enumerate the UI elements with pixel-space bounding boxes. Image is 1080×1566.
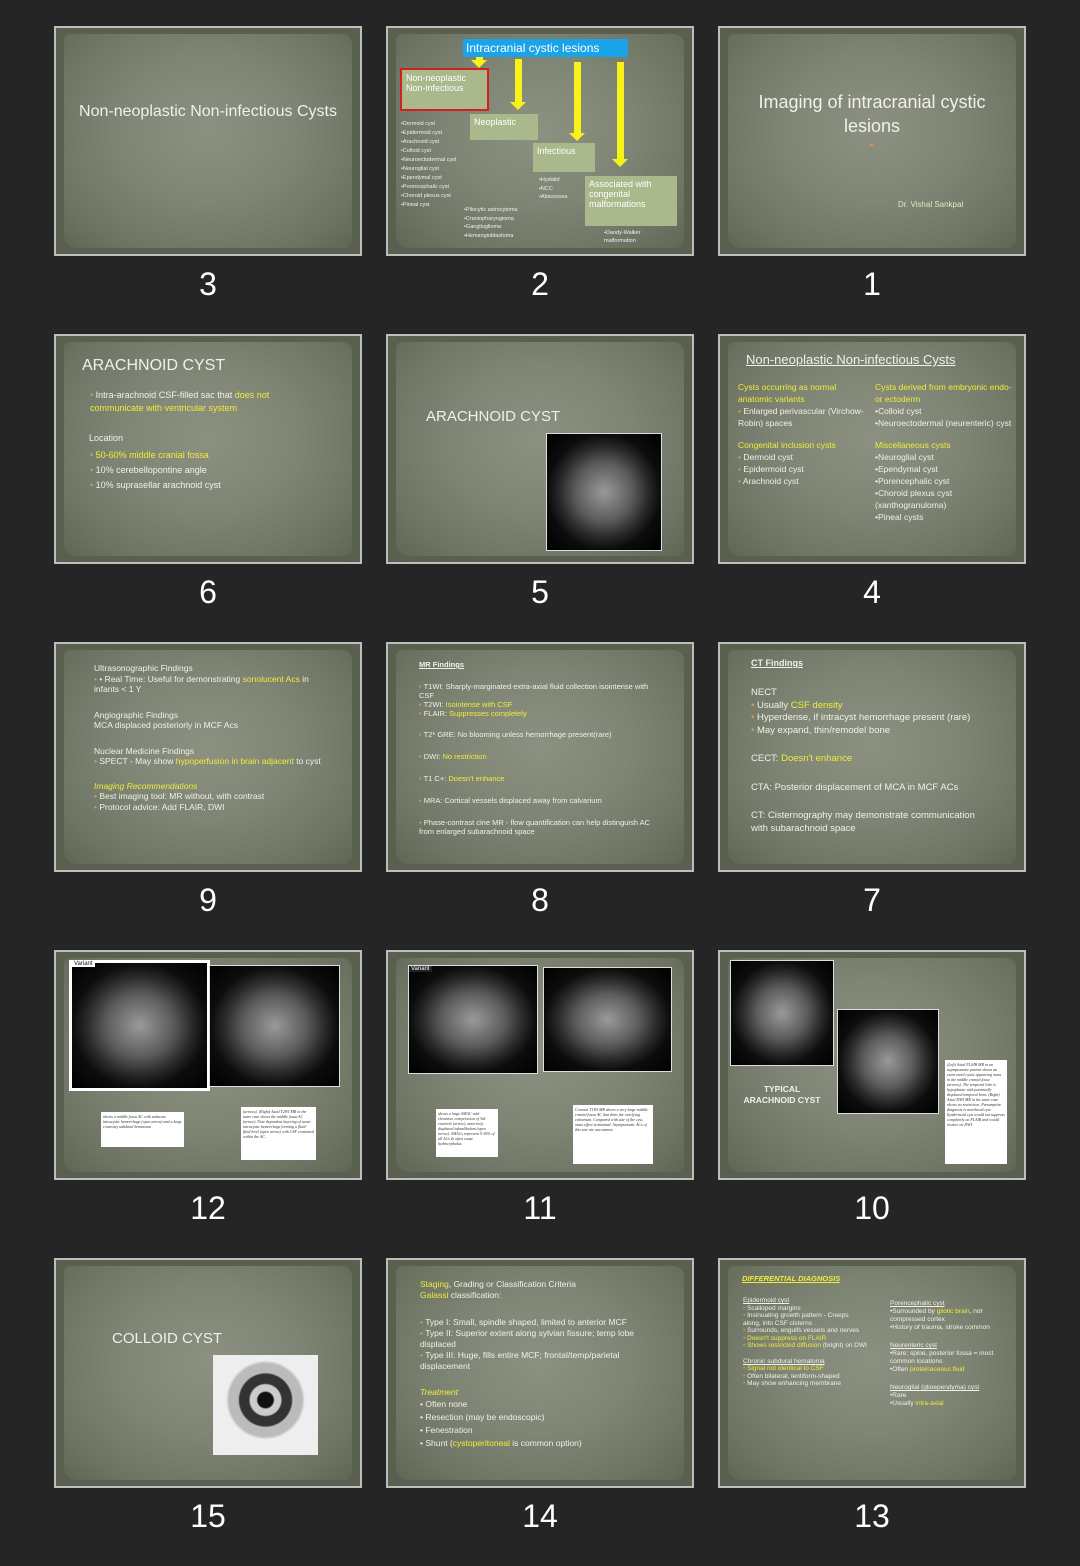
list-item: • Surrounds, engulfs vessels and nerves <box>743 1327 868 1335</box>
image-caption: shows a large SMAC with elevation, compression of 3rd ventricle (arrow), anteriorly displaced infundibulum (open arrow). SMACs represent 5-10% of all ACs & often cause hydrocephalus. <box>436 1109 498 1157</box>
section-heading: Ultrasonographic Findings <box>94 663 193 673</box>
text: CECT: <box>751 753 782 764</box>
slide-cell-10 <box>718 950 1026 1258</box>
slide-thumbnail-11[interactable] <box>386 950 694 1180</box>
highlight: Galassi <box>420 1290 449 1300</box>
highlight: Suppresses completely <box>449 709 527 718</box>
section-heading: Cysts occurring as normal anatomic variants <box>738 382 837 404</box>
text: classification: <box>448 1290 502 1300</box>
text: T1 C+: <box>423 774 449 783</box>
text: , Grading or Classification Criteria <box>448 1279 576 1289</box>
slide-title: Non-neoplastic Non-infectious Cysts <box>746 352 956 367</box>
left-column <box>743 1297 868 1388</box>
location-list <box>90 448 221 493</box>
slide-thumbnail-5[interactable] <box>386 334 694 564</box>
section-heading: Chronic subdural hematoma <box>743 1357 825 1365</box>
highlight: CSF density <box>790 699 843 711</box>
list-item: • Arachnoid cyst <box>738 475 868 487</box>
highlight: Shows restricted diffusion <box>747 1342 822 1349</box>
slide-title: Non-neoplastic Non-infectious Cysts <box>79 103 337 120</box>
text: in infants < 1 Y <box>94 673 309 694</box>
cect-line <box>751 753 986 766</box>
text: T2WI: <box>423 700 446 709</box>
list-item: • May show enhancing membrane <box>743 1380 868 1388</box>
text: FLAIR: <box>423 709 450 718</box>
section-heading: Treatment <box>420 1387 459 1397</box>
highlight: does not communicate with ventricular system <box>90 390 270 413</box>
list-item <box>890 1400 1010 1408</box>
list-item: • T2* GRE: No blooming unless hemorrhage present(rare) <box>419 730 664 739</box>
list-item: • Scalloped margins <box>743 1305 868 1313</box>
highlight: cystoperitoneal <box>452 1438 510 1448</box>
mri-axial-image <box>209 965 340 1087</box>
congenital-list: •Dandy-Walker malformation <box>604 230 641 244</box>
arrow-icon <box>617 62 624 160</box>
slide-cell-2 <box>386 26 694 334</box>
slide-cell-9 <box>54 642 362 950</box>
highlight: Doesn't enhance <box>781 753 853 764</box>
slide-thumbnail-8[interactable] <box>386 642 694 872</box>
list-item: • Hyperdense, if intracyst hemorrhage present (rare) <box>751 712 986 725</box>
slide-number: 3 <box>199 266 217 302</box>
slide-number: 7 <box>863 882 881 918</box>
list-item: MCA displaced posteriorly in MCF Acs <box>94 720 239 730</box>
list-item: •Choroid plexus cyst (xanthogranuloma) <box>875 488 953 510</box>
category-neoplastic: Neoplastic <box>470 114 538 140</box>
list-item: •Pilocytic astrocytoma <box>464 207 518 213</box>
mri-coronal-image <box>543 967 672 1072</box>
list-item <box>751 700 986 713</box>
slide-thumbnail-4[interactable] <box>718 334 1026 564</box>
list-item: •Porencephalic cyst <box>401 184 450 190</box>
neoplastic-list <box>464 206 534 240</box>
list-item <box>890 1366 1010 1374</box>
slide-cell-3 <box>54 26 362 334</box>
slide-number: 13 <box>854 1498 890 1534</box>
slide-thumbnail-2[interactable] <box>386 26 694 256</box>
slide-thumbnail-12[interactable] <box>54 950 362 1180</box>
list-item: •Craniopharyngioma <box>464 215 514 222</box>
slide-number: 5 <box>531 574 549 610</box>
slide-number: 12 <box>190 1190 226 1226</box>
category-infectious: Infectious <box>533 143 595 172</box>
list-item: • Epidermoid cyst <box>738 463 868 475</box>
list-item <box>94 756 334 767</box>
list-item: •Ependymal cyst <box>401 175 442 181</box>
list-item: •Hemangioblastoma <box>464 232 514 239</box>
text: Intra-arachnoid CSF-filled sac that <box>95 390 235 400</box>
text: • Real Time: Useful for demonstrating <box>99 673 243 684</box>
mri-sagittal-image <box>69 960 210 1091</box>
list-item: •Ganglioglioma <box>464 224 502 230</box>
list-item: • 10% suprasellar arachnoid cyst <box>90 478 221 493</box>
slide-number: 15 <box>190 1498 226 1534</box>
mr-content <box>419 682 664 836</box>
slide-title: MR Findings <box>419 660 464 669</box>
slide-thumbnail-13[interactable] <box>718 1258 1026 1488</box>
text: SPECT - May show <box>99 756 176 766</box>
slide-thumbnail-3[interactable] <box>54 26 362 256</box>
section-heading: Congenital inclusion cysts <box>738 440 836 450</box>
text: DWI: <box>423 752 443 761</box>
text: • Shunt ( <box>420 1438 453 1448</box>
slide-sorter-grid <box>54 26 1026 1566</box>
staging-content <box>420 1279 670 1450</box>
section-heading: NECT <box>751 687 777 698</box>
slide-number: 2 <box>531 266 549 302</box>
slide-number: 9 <box>199 882 217 918</box>
mri-sagittal-image <box>408 965 538 1074</box>
list-item: • Enlarged perivascular (Virchow-Robin) spaces <box>738 405 868 429</box>
variant-label: Variant <box>411 966 430 972</box>
list-item: •Rare <box>890 1392 907 1399</box>
highlight: proteinaceous fluid <box>909 1366 965 1373</box>
left-column <box>738 381 868 487</box>
right-column <box>875 381 1015 523</box>
text: , not compressed cortex <box>890 1308 983 1323</box>
list-item <box>420 1437 670 1450</box>
slide-cell-11 <box>386 950 694 1258</box>
list-item: •Colloid cyst <box>401 148 432 154</box>
section-heading: Epidermoid cyst <box>743 1297 790 1304</box>
list-item <box>890 1308 1010 1324</box>
findings-content <box>94 663 334 812</box>
section-heading: Angiographic Findings <box>94 709 179 720</box>
mri-flair-image <box>730 960 834 1066</box>
text: •Usually <box>890 1400 916 1407</box>
text: •Often <box>890 1366 910 1373</box>
list-item <box>743 1342 868 1350</box>
slide-cell-15 <box>54 1258 362 1566</box>
list-item: •Neuroglial cyst <box>875 452 934 462</box>
list-item: • 50-60% middle cranial fossa <box>90 448 221 463</box>
section-heading: Cysts derived from embryonic endo- or ectoderm <box>875 382 1012 404</box>
list-item <box>94 674 334 695</box>
slide-cell-4 <box>718 334 1026 642</box>
list-item: •Dermoid cyst <box>401 121 436 127</box>
image-caption: shows a middle fossa AC with subacute intracystic hemorrhage (open arrow) and a large convexity subdural hematoma <box>101 1112 184 1147</box>
category-non-neoplastic: Non-neoplastic Non-infectious <box>400 68 489 111</box>
list-item: • May expand, thin/remodel bone <box>751 725 986 738</box>
list-item: •Ependymal cyst <box>875 464 938 474</box>
ct-line: CT: Cisternography may demonstrate communication with subarachnoid space <box>751 810 975 834</box>
definition-bullet <box>90 389 315 415</box>
slide-cell-6 <box>54 334 362 642</box>
slide-number: 10 <box>854 1190 890 1226</box>
highlight: Isointense with CSF <box>445 700 513 709</box>
slide-thumbnail-14[interactable] <box>386 1258 694 1488</box>
highlight: sonolucent Acs <box>242 673 300 684</box>
image-caption: Coronal T1WI MR shows a very large middle cranial fossa AC that thins the overlying calvarium. Compared with size of the cyst, mass effect is minimal. Asymptomatic ACs of this size are uncommon. <box>573 1105 653 1164</box>
arrow-icon <box>515 59 522 103</box>
slide-cell-8 <box>386 642 694 950</box>
highlight: hypoperfusion in brain adjacent <box>175 756 294 766</box>
list-item: • Doesn't suppress on FLAIR <box>743 1335 868 1343</box>
slide-title: DIFFERENTIAL DIAGNOSIS <box>742 1274 841 1283</box>
diagram-title: Intracranial cystic lesions <box>463 39 628 57</box>
ct-content <box>751 687 986 835</box>
infectious-list <box>539 176 577 202</box>
non-neoplastic-list <box>401 120 476 210</box>
slide-number: 14 <box>522 1498 558 1534</box>
title-accent-dot <box>870 144 873 146</box>
slide-title: ARACHNOID CYST <box>426 408 561 425</box>
slide-number: 1 <box>863 266 881 302</box>
list-item: •Rare; spine, posterior fossa = most common locations <box>890 1350 994 1365</box>
list-item: • Fenestration <box>420 1425 473 1435</box>
list-item: •Neuroectodermal (neurenteric) cyst <box>875 418 1012 428</box>
variant-label: Variant <box>74 961 93 967</box>
right-column <box>890 1300 1010 1408</box>
slide-title: Imaging of intracranial cystic lesions <box>758 92 986 136</box>
list-item: •Colloid cyst <box>875 406 922 416</box>
slide-number: 11 <box>523 1190 557 1226</box>
list-item: •Pineal cysts <box>875 512 924 522</box>
arrow-icon <box>476 57 483 61</box>
list-item: •History of trauma, stroke common <box>890 1324 990 1331</box>
list-item: • Protocol advice: Add FLAIR, DWI <box>94 802 334 813</box>
list-item: •Neuroectodermal cyst <box>401 157 457 163</box>
heading <box>420 1290 670 1301</box>
list-item: •Choroid plexus cyst <box>401 193 451 199</box>
arrow-icon <box>574 62 581 134</box>
list-item: •Arachnoid cyst <box>401 139 439 145</box>
location-heading: Location <box>89 433 124 443</box>
cta-line: CTA: Posterior displacement of MCA in MCF ACs <box>751 781 959 793</box>
slide-thumbnail-7[interactable] <box>718 642 1026 872</box>
list-item: • Signal not identical to CSF <box>743 1365 868 1373</box>
slide-cell-14 <box>386 1258 694 1566</box>
slide-number: 4 <box>863 574 881 610</box>
slide-title: ARACHNOID CYST <box>82 357 226 374</box>
list-item: •Porencephalic cyst <box>875 476 950 486</box>
highlight: Doesn't enhance <box>448 774 505 783</box>
text: (bright) on DWI <box>821 1342 867 1349</box>
slide-thumbnail-10[interactable] <box>718 950 1026 1180</box>
list-item: •Abscesses <box>539 194 568 200</box>
highlight: Staging <box>420 1279 449 1289</box>
text: is common option) <box>509 1438 582 1448</box>
highlight: gliotic brain <box>936 1308 970 1315</box>
section-heading: Neurenteric cyst <box>890 1342 937 1349</box>
list-item: • Type II: Superior extent along sylvian fissure; temp lobe displaced <box>420 1328 670 1350</box>
heading <box>420 1279 670 1290</box>
slide-thumbnail-6[interactable] <box>54 334 362 564</box>
section-heading: Miscellaneous cysts <box>875 440 951 450</box>
colloid-cyst-illustration <box>213 1355 318 1455</box>
slide-thumbnail-1[interactable] <box>718 26 1026 256</box>
mri-dwi-image <box>837 1009 939 1114</box>
list-item: •Hydatid <box>539 177 560 183</box>
list-item: •Epidermoid cyst <box>401 130 443 136</box>
slide-cell-1 <box>718 26 1026 334</box>
image-caption: (Left) Axial FLAIR MR in an asymptomatic patient shows an extra-axial cystic appearing mass in the middle cranial fossa (arrows). The temporal lobe is hypoplastic with potentially displaced temporal horn. (Right) Axial DWI MR in the same case shows no restriction. Presumptive diagnosis is arachnoid cyst. Epidermoid cyst would not suppress completely on FLAIR and would restrict on DWI. <box>945 1060 1007 1164</box>
text: •Surrounded by <box>890 1308 937 1315</box>
slide-cell-12 <box>54 950 362 1258</box>
image-label: TYPICAL ARACHNOID CYST <box>743 1084 821 1105</box>
list-item: • Insinuating growth pattern - Creeps along, into CSF cisterns <box>743 1312 868 1327</box>
text: Usually <box>756 699 791 711</box>
list-item <box>419 709 664 718</box>
list-item: •Neuroglial cyst <box>401 166 439 172</box>
slide-thumbnail-15[interactable] <box>54 1258 362 1488</box>
highlight: No restriction <box>442 752 487 761</box>
list-item: •NCC <box>539 185 553 192</box>
list-item: • Type III: Huge, fills entire MCF; frontal/temp/parietal displacement <box>420 1350 670 1372</box>
list-item: • Resection (may be endoscopic) <box>420 1412 545 1422</box>
list-item: • 10% cerebellopontine angle <box>90 463 221 478</box>
slide-cell-13 <box>718 1258 1026 1566</box>
list-item: •Pineal cyst <box>401 202 430 208</box>
text: to cyst <box>293 756 321 766</box>
section-heading: Neuroglial (glioependyma) cyst <box>890 1384 980 1391</box>
list-item: • Best imaging tool: MR without, with contrast <box>94 791 334 802</box>
list-item: • Dermoid cyst <box>738 451 868 463</box>
slide-number: 8 <box>531 882 549 918</box>
slide-thumbnail-9[interactable] <box>54 642 362 872</box>
list-item: • Phase-contrast cine MR - flow quantification can help distinguish AC from enlarged subarachnoid space <box>419 818 664 836</box>
slide-author: Dr. Vishal Sankpal <box>898 200 964 209</box>
slide-cell-5 <box>386 334 694 642</box>
list-item <box>419 700 664 709</box>
slide-title: COLLOID CYST <box>112 1330 223 1347</box>
highlight: intra-axial <box>915 1400 944 1407</box>
section-heading: Porencephalic cyst <box>890 1300 945 1307</box>
list-item: • Often none <box>420 1399 468 1409</box>
section-heading: Imaging Recommendations <box>94 780 198 791</box>
list-item <box>419 774 664 783</box>
list-item: • Type I: Small, spindle shaped, limited to anterior MCF <box>420 1317 670 1328</box>
slide-number: 6 <box>199 574 217 610</box>
list-item: • T1WI: Sharply-marginated extra-axial fluid collection isointense with CSF <box>419 682 664 700</box>
image-caption: (arrows). (Right) Axial T2WI MR in the same case shows the middle fossa AC (arrow). Note dependent layering of acute intracystic hemorrhage forming a fluid-fluid level (open arrow) with CSF contained within the AC. <box>241 1107 316 1160</box>
list-item: • MRA: Cortical vessels displaced away from calvarium <box>419 796 664 805</box>
mri-axial-image <box>546 433 662 551</box>
slide-cell-7 <box>718 642 1026 950</box>
category-congenital: Associated with congenital malformations <box>585 176 677 226</box>
list-item: • Often bilateral, lentiform-shaped <box>743 1373 868 1381</box>
slide-title: CT Findings <box>751 658 803 668</box>
section-heading: Nuclear Medicine Findings <box>94 745 195 756</box>
list-item <box>419 752 664 761</box>
